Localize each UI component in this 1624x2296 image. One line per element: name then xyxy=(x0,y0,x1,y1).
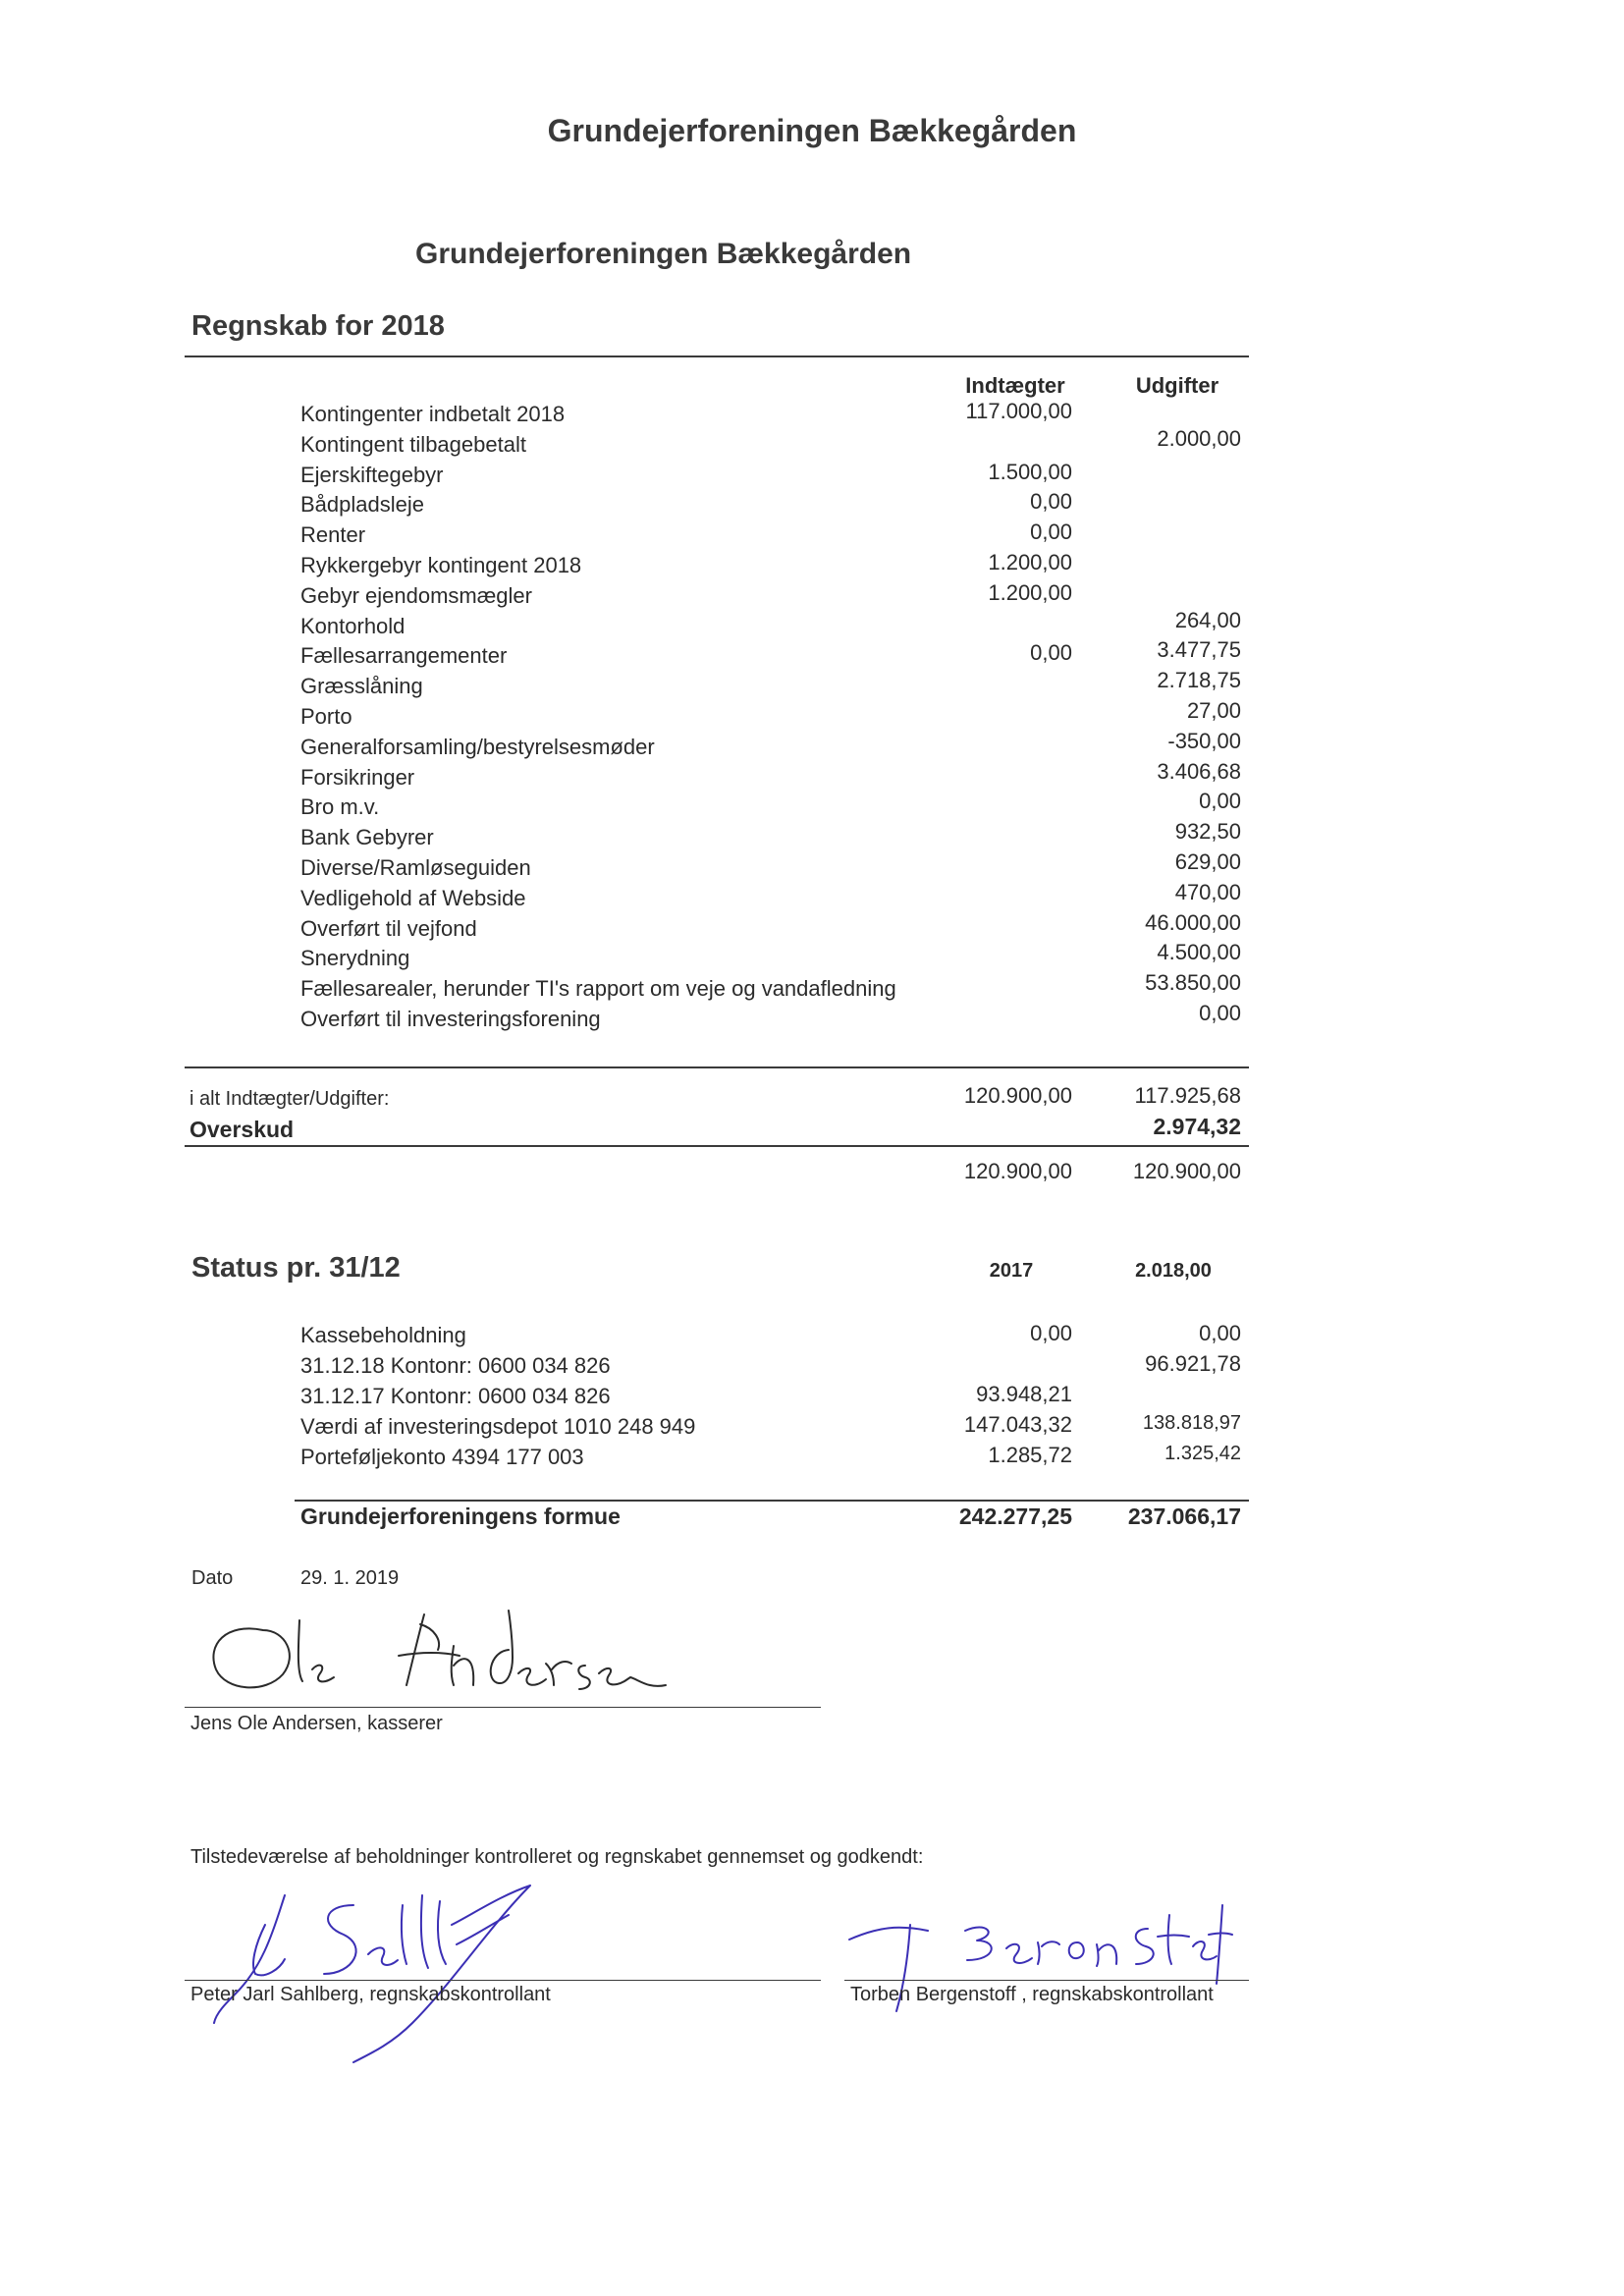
ledger-row-income: 1.200,00 xyxy=(988,550,1072,574)
ledger-row-expense: 932,50 xyxy=(1174,819,1241,844)
ledger-row-expense: 2.718,75 xyxy=(1157,668,1241,692)
ledger-row-expense: 27,00 xyxy=(1186,698,1241,723)
total-expense: 117.925,68 xyxy=(1134,1083,1241,1108)
date-label: Dato xyxy=(191,1567,234,1589)
cashier-signature-strokes xyxy=(213,1611,666,1689)
ledger-row-expense: -350,00 xyxy=(1167,729,1241,753)
status-row-2017: 1.285,72 xyxy=(988,1443,1072,1467)
ledger-row-income: 1.500,00 xyxy=(988,460,1072,484)
ledger-row-label: Kontingenter indbetalt 2018 xyxy=(300,402,566,426)
surplus-label: Overskud xyxy=(189,1117,295,1142)
status-row-2018: 1.325,42 xyxy=(1164,1443,1241,1464)
ledger-row-expense: 2.000,00 xyxy=(1157,426,1241,451)
wealth-2017: 242.277,25 xyxy=(958,1503,1072,1529)
ledger-row-income: 0,00 xyxy=(1030,519,1072,544)
ledger-row-expense: 53.850,00 xyxy=(1145,970,1241,995)
ledger-row-label: Græsslåning xyxy=(300,674,423,698)
ledger-row-label: Diverse/Ramløseguiden xyxy=(300,855,531,880)
status-row-label: 31.12.17 Kontonr: 0600 034 826 xyxy=(300,1384,611,1408)
report-title: Grundejerforeningen Bækkegården xyxy=(415,238,912,270)
balance-income: 120.900,00 xyxy=(963,1159,1072,1183)
cashier-signature xyxy=(196,1601,727,1709)
column-header-expense: Udgifter xyxy=(1135,373,1219,398)
ledger-row-expense: 46.000,00 xyxy=(1145,910,1241,935)
auditor1-signature xyxy=(196,1866,589,2062)
document-header-title: Grundejerforeningen Bækkegården xyxy=(547,113,1077,148)
ledger-row-label: Renter xyxy=(300,522,366,547)
status-row-2017: 0,00 xyxy=(1030,1321,1072,1345)
ledger-row-label: Gebyr ejendomsmægler xyxy=(300,583,532,608)
ledger-row-label: Vedligehold af Webside xyxy=(300,886,526,910)
ledger-row-label: Forsikringer xyxy=(300,765,415,790)
status-title: Status pr. 31/12 xyxy=(191,1252,401,1284)
ledger-row-label: Fællesarealer, herunder TI's rapport om veje og vandafledning xyxy=(300,976,896,1001)
ledger-row-expense: 0,00 xyxy=(1199,1001,1241,1025)
ledger-row-expense: 470,00 xyxy=(1174,880,1241,904)
ledger-row-label: Kontorhold xyxy=(300,614,406,638)
ledger-row-expense: 3.406,68 xyxy=(1157,759,1241,784)
wealth-label: Grundejerforeningens formue xyxy=(300,1503,621,1529)
status-row-2018: 0,00 xyxy=(1199,1321,1241,1345)
ledger-row-expense: 4.500,00 xyxy=(1157,940,1241,964)
status-row-2018: 138.818,97 xyxy=(1142,1412,1241,1434)
cashier-name: Jens Ole Andersen, kasserer xyxy=(190,1713,443,1734)
status-col-2018: 2.018,00 xyxy=(1135,1260,1212,1282)
column-header-income: Indtægter xyxy=(965,373,1065,398)
divider-ledger-end xyxy=(185,1066,1249,1068)
status-row-label: Kassebeholdning xyxy=(300,1323,466,1347)
ledger-row-label: Snerydning xyxy=(300,946,410,970)
total-income: 120.900,00 xyxy=(963,1083,1072,1108)
ledger-row-expense: 629,00 xyxy=(1174,849,1241,874)
auditor1-name: Peter Jarl Sahlberg, regnskabskontrollant xyxy=(190,1984,551,2005)
ledger-row-label: Porto xyxy=(300,704,352,729)
ledger-row-expense: 3.477,75 xyxy=(1157,637,1241,662)
ledger-row-label: Generalforsamling/bestyrelsesmøder xyxy=(300,735,655,759)
status-row-2018: 96.921,78 xyxy=(1145,1351,1241,1376)
ledger-row-label: Rykkergebyr kontingent 2018 xyxy=(300,553,582,577)
ledger-row-label: Ejerskiftegebyr xyxy=(300,463,444,487)
ledger-row-income: 0,00 xyxy=(1030,640,1072,665)
auditor1-signature-strokes xyxy=(214,1886,530,2062)
divider-top xyxy=(185,355,1249,357)
ledger-row-label: Overført til vejfond xyxy=(300,916,477,941)
audit-statement: Tilstedeværelse af beholdninger kontrolleret og regnskabet gennemset og godkendt: xyxy=(190,1846,924,1868)
auditor2-signature-line xyxy=(844,1980,1249,1981)
status-row-2017: 93.948,21 xyxy=(976,1382,1072,1406)
surplus-value: 2.974,32 xyxy=(1153,1114,1241,1139)
status-col-2017: 2017 xyxy=(989,1260,1034,1282)
ledger-row-label: Bank Gebyrer xyxy=(300,825,434,849)
balance-expense: 120.900,00 xyxy=(1132,1159,1241,1183)
status-row-label: Porteføljekonto 4394 177 003 xyxy=(300,1445,584,1469)
divider-status xyxy=(295,1500,1249,1502)
ledger-row-label: Overført til investeringsforening xyxy=(300,1007,601,1031)
total-label: i alt Indtægter/Udgifter: xyxy=(189,1088,390,1110)
auditor2-name: Torben Bergenstoff , regnskabskontrollant xyxy=(850,1984,1214,2005)
date-value: 29. 1. 2019 xyxy=(300,1567,400,1589)
status-row-label: Værdi af investeringsdepot 1010 248 949 xyxy=(300,1414,696,1439)
ledger-row-label: Bro m.v. xyxy=(300,794,380,819)
ledger-row-label: Bådpladsleje xyxy=(300,492,424,517)
ledger-row-income: 0,00 xyxy=(1030,489,1072,514)
wealth-2018: 237.066,17 xyxy=(1127,1503,1241,1529)
status-row-2017: 147.043,32 xyxy=(963,1412,1072,1437)
status-row-label: 31.12.18 Kontonr: 0600 034 826 xyxy=(300,1353,611,1378)
divider-surplus xyxy=(185,1145,1249,1147)
auditor1-signature-line xyxy=(185,1980,821,1981)
ledger-row-income: 117.000,00 xyxy=(965,399,1072,423)
report-subtitle: Regnskab for 2018 xyxy=(191,310,445,342)
ledger-row-label: Fællesarrangementer xyxy=(300,643,508,668)
ledger-row-expense: 264,00 xyxy=(1174,608,1241,632)
ledger-row-expense: 0,00 xyxy=(1199,789,1241,813)
cashier-signature-line xyxy=(185,1707,821,1708)
ledger-row-label: Kontingent tilbagebetalt xyxy=(300,432,526,457)
ledger-row-income: 1.200,00 xyxy=(988,580,1072,605)
